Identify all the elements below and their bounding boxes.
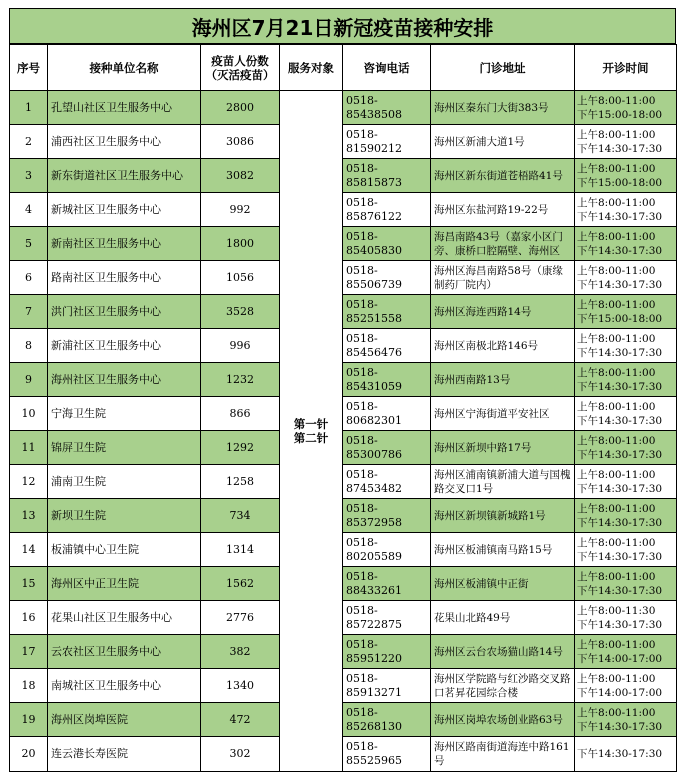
opening-hours xyxy=(575,125,677,159)
opening-hours xyxy=(575,635,677,669)
opening-hours xyxy=(575,363,677,397)
phone-number: 0518-85405830 xyxy=(343,227,431,261)
vaccine-count: 1562 xyxy=(201,567,280,601)
table-row xyxy=(10,193,677,227)
phone-number: 0518-81590212 xyxy=(343,125,431,159)
hours-morning: 上午8:00-11:00 xyxy=(577,672,656,685)
hours-afternoon: 下午14:30-17:30 xyxy=(577,550,663,563)
clinic-address: 海州区板浦镇南马路15号 xyxy=(431,533,575,567)
header-service: 服务对象 xyxy=(280,45,343,91)
clinic-address: 海州区宁海街道平安社区 xyxy=(431,397,575,431)
opening-hours xyxy=(575,703,677,737)
unit-name: 新城社区卫生服务中心 xyxy=(48,193,201,227)
row-number: 16 xyxy=(10,601,48,635)
header-count-line2: （灭活疫苗） xyxy=(205,67,275,82)
row-number: 14 xyxy=(10,533,48,567)
clinic-address: 海州区南极北路146号 xyxy=(431,329,575,363)
vaccine-count: 2800 xyxy=(201,91,280,125)
vaccine-count: 2776 xyxy=(201,601,280,635)
clinic-address: 海州区新浦大道1号 xyxy=(431,125,575,159)
hours-afternoon: 下午14:30-17:30 xyxy=(577,720,663,733)
phone-number: 0518-87453482 xyxy=(343,465,431,499)
unit-name: 洪门社区卫生服务中心 xyxy=(48,295,201,329)
hours-morning: 上午8:00-11:00 xyxy=(577,264,656,277)
table-row xyxy=(10,159,677,193)
hours-morning: 上午8:00-11:00 xyxy=(577,196,656,209)
hours-afternoon: 下午14:30-17:30 xyxy=(577,448,663,461)
clinic-address: 海州区秦东门大街383号 xyxy=(431,91,575,125)
phone-number: 0518-85876122 xyxy=(343,193,431,227)
hours-morning: 上午8:00-11:00 xyxy=(577,706,656,719)
clinic-address: 海州西南路13号 xyxy=(431,363,575,397)
vaccine-count: 1340 xyxy=(201,669,280,703)
opening-hours xyxy=(575,431,677,465)
phone-number: 0518-85268130 xyxy=(343,703,431,737)
vaccine-count: 996 xyxy=(201,329,280,363)
row-number: 7 xyxy=(10,295,48,329)
hours-afternoon: 下午14:30-17:30 xyxy=(577,482,663,495)
opening-hours xyxy=(575,329,677,363)
hours-morning: 上午8:00-11:00 xyxy=(577,366,656,379)
hours-afternoon: 下午14:30-17:30 xyxy=(577,380,663,393)
table-row xyxy=(10,227,677,261)
unit-name: 新坝卫生院 xyxy=(48,499,201,533)
clinic-address: 海昌南路43号（嘉家小区门旁、康桥口腔隔壁、海州区 xyxy=(431,227,575,261)
row-number: 2 xyxy=(10,125,48,159)
hours-afternoon: 下午15:00-18:00 xyxy=(577,108,663,121)
table-row xyxy=(10,431,677,465)
phone-number: 0518-85372958 xyxy=(343,499,431,533)
opening-hours xyxy=(575,499,677,533)
table-row xyxy=(10,737,677,772)
clinic-address: 海州区东盐河路19-22号 xyxy=(431,193,575,227)
opening-hours xyxy=(575,533,677,567)
hours-afternoon: 下午15:00-18:00 xyxy=(577,176,663,189)
hours-afternoon: 下午14:30-17:30 xyxy=(577,142,663,155)
row-number: 4 xyxy=(10,193,48,227)
unit-name: 云农社区卫生服务中心 xyxy=(48,635,201,669)
clinic-address: 海州区板浦镇中正街 xyxy=(431,567,575,601)
phone-number: 0518-85525965 xyxy=(343,737,431,772)
opening-hours xyxy=(575,669,677,703)
row-number: 19 xyxy=(10,703,48,737)
hours-afternoon: 下午14:30-17:30 xyxy=(577,618,663,631)
clinic-address: 海州区云台农场猫山路14号 xyxy=(431,635,575,669)
row-number: 17 xyxy=(10,635,48,669)
opening-hours xyxy=(575,193,677,227)
table-row xyxy=(10,465,677,499)
header-phone: 咨询电话 xyxy=(343,45,431,91)
unit-name: 浦南卫生院 xyxy=(48,465,201,499)
opening-hours xyxy=(575,227,677,261)
row-number: 9 xyxy=(10,363,48,397)
row-number: 8 xyxy=(10,329,48,363)
unit-name: 新东街道社区卫生服务中心 xyxy=(48,159,201,193)
unit-name: 浦西社区卫生服务中心 xyxy=(48,125,201,159)
hours-afternoon: 下午14:30-17:30 xyxy=(577,244,663,257)
vaccine-count: 3086 xyxy=(201,125,280,159)
row-number: 1 xyxy=(10,91,48,125)
unit-name: 路南社区卫生服务中心 xyxy=(48,261,201,295)
table-row xyxy=(10,499,677,533)
clinic-address: 海州区海昌南路58号（康缘制药厂院内） xyxy=(431,261,575,295)
hours-morning: 上午8:00-11:00 xyxy=(577,230,656,243)
phone-number: 0518-85722875 xyxy=(343,601,431,635)
table-row xyxy=(10,533,677,567)
opening-hours xyxy=(575,91,677,125)
table-row xyxy=(10,91,677,125)
hours-morning: 上午8:00-11:30 xyxy=(577,604,656,617)
header-no: 序号 xyxy=(10,45,48,91)
phone-number: 0518-88433261 xyxy=(343,567,431,601)
unit-name: 新南社区卫生服务中心 xyxy=(48,227,201,261)
unit-name: 板浦镇中心卫生院 xyxy=(48,533,201,567)
vaccine-count: 382 xyxy=(201,635,280,669)
vaccine-count: 1314 xyxy=(201,533,280,567)
header-unit: 接种单位名称 xyxy=(48,45,201,91)
phone-number: 0518-85251558 xyxy=(343,295,431,329)
unit-name: 海州区岗埠医院 xyxy=(48,703,201,737)
hours-afternoon: 下午14:30-17:30 xyxy=(577,516,663,529)
hours-morning: 上午8:00-11:00 xyxy=(577,502,656,515)
table-row xyxy=(10,601,677,635)
phone-number: 0518-85506739 xyxy=(343,261,431,295)
vaccine-count: 1258 xyxy=(201,465,280,499)
row-number: 20 xyxy=(10,737,48,772)
phone-number: 0518-85951220 xyxy=(343,635,431,669)
vaccine-count: 1056 xyxy=(201,261,280,295)
table-row xyxy=(10,635,677,669)
opening-hours xyxy=(575,159,677,193)
opening-hours xyxy=(575,737,677,772)
row-number: 6 xyxy=(10,261,48,295)
row-number: 18 xyxy=(10,669,48,703)
phone-number: 0518-85438508 xyxy=(343,91,431,125)
hours-morning: 上午8:00-11:00 xyxy=(577,638,656,651)
phone-number: 0518-80205589 xyxy=(343,533,431,567)
phone-number: 0518-85913271 xyxy=(343,669,431,703)
unit-name: 海州社区卫生服务中心 xyxy=(48,363,201,397)
clinic-address: 海州区岗埠农场创业路63号 xyxy=(431,703,575,737)
vaccine-count: 302 xyxy=(201,737,280,772)
phone-number: 0518-85300786 xyxy=(343,431,431,465)
unit-name: 宁海卫生院 xyxy=(48,397,201,431)
table-row xyxy=(10,363,677,397)
vaccine-count: 734 xyxy=(201,499,280,533)
clinic-address: 海州区路南街道海连中路161号 xyxy=(431,737,575,772)
hours-morning: 上午8:00-11:00 xyxy=(577,434,656,447)
hours-morning: 上午8:00-11:00 xyxy=(577,400,656,413)
unit-name: 锦屏卫生院 xyxy=(48,431,201,465)
row-number: 13 xyxy=(10,499,48,533)
clinic-address: 海州区新坝中路17号 xyxy=(431,431,575,465)
vaccine-count: 1800 xyxy=(201,227,280,261)
row-number: 5 xyxy=(10,227,48,261)
vaccine-count: 992 xyxy=(201,193,280,227)
vaccine-count: 472 xyxy=(201,703,280,737)
hours-afternoon: 下午14:30-17:30 xyxy=(577,748,663,760)
vaccine-count: 3528 xyxy=(201,295,280,329)
hours-afternoon: 下午14:00-17:00 xyxy=(577,686,663,699)
header-address: 门诊地址 xyxy=(431,45,575,91)
clinic-address: 海州区新坝镇新城路1号 xyxy=(431,499,575,533)
phone-number: 0518-85456476 xyxy=(343,329,431,363)
service-target-dose2: 第二针 xyxy=(293,431,329,445)
service-target-dose1: 第一针 xyxy=(293,417,329,431)
hours-afternoon: 下午14:30-17:30 xyxy=(577,278,663,291)
hours-afternoon: 下午14:30-17:30 xyxy=(577,584,663,597)
unit-name: 连云港长寿医院 xyxy=(48,737,201,772)
clinic-address: 海州区浦南镇新浦大道与国槐路交叉口1号 xyxy=(431,465,575,499)
vaccine-count: 866 xyxy=(201,397,280,431)
table-row xyxy=(10,567,677,601)
vaccine-count: 1232 xyxy=(201,363,280,397)
table-row xyxy=(10,125,677,159)
unit-name: 新浦社区卫生服务中心 xyxy=(48,329,201,363)
header-hours: 开诊时间 xyxy=(575,45,677,91)
hours-morning: 上午8:00-11:00 xyxy=(577,298,656,311)
hours-morning: 上午8:00-11:00 xyxy=(577,570,656,583)
table-row xyxy=(10,329,677,363)
clinic-address: 花果山北路49号 xyxy=(431,601,575,635)
header-count-line1: 疫苗人份数 xyxy=(211,53,269,68)
row-number: 11 xyxy=(10,431,48,465)
opening-hours xyxy=(575,601,677,635)
unit-name: 花果山社区卫生服务中心 xyxy=(48,601,201,635)
page-title: 海州区7月21日新冠疫苗接种安排 xyxy=(9,8,676,44)
hours-afternoon: 下午14:00-17:00 xyxy=(577,652,663,665)
opening-hours xyxy=(575,567,677,601)
table-row xyxy=(10,295,677,329)
vaccine-count: 1292 xyxy=(201,431,280,465)
hours-morning: 上午8:00-11:00 xyxy=(577,94,656,107)
phone-number: 0518-80682301 xyxy=(343,397,431,431)
table-row xyxy=(10,669,677,703)
table-row xyxy=(10,261,677,295)
header-row xyxy=(10,45,677,91)
hours-morning: 上午8:00-11:00 xyxy=(577,536,656,549)
hours-afternoon: 下午15:00-18:00 xyxy=(577,312,663,325)
unit-name: 孔望山社区卫生服务中心 xyxy=(48,91,201,125)
vaccine-count: 3082 xyxy=(201,159,280,193)
opening-hours xyxy=(575,295,677,329)
opening-hours xyxy=(575,465,677,499)
hours-morning: 上午8:00-11:00 xyxy=(577,332,656,345)
service-target-cell xyxy=(280,91,343,772)
header-count xyxy=(201,45,280,91)
clinic-address: 海州区学院路与红沙路交叉路口茗昇花园综合楼 xyxy=(431,669,575,703)
schedule-table xyxy=(9,44,677,772)
hours-morning: 上午8:00-11:00 xyxy=(577,468,656,481)
unit-name: 海州区中正卫生院 xyxy=(48,567,201,601)
clinic-address: 海州区新东街道苍梧路41号 xyxy=(431,159,575,193)
phone-number: 0518-85815873 xyxy=(343,159,431,193)
hours-morning: 上午8:00-11:00 xyxy=(577,128,656,141)
row-number: 10 xyxy=(10,397,48,431)
row-number: 15 xyxy=(10,567,48,601)
opening-hours xyxy=(575,261,677,295)
hours-afternoon: 下午14:30-17:30 xyxy=(577,414,663,427)
opening-hours xyxy=(575,397,677,431)
table-row xyxy=(10,703,677,737)
hours-afternoon: 下午14:30-17:30 xyxy=(577,346,663,359)
clinic-address: 海州区海连西路14号 xyxy=(431,295,575,329)
table-row xyxy=(10,397,677,431)
unit-name: 南城社区卫生服务中心 xyxy=(48,669,201,703)
hours-afternoon: 下午14:30-17:30 xyxy=(577,210,663,223)
hours-morning: 上午8:00-11:00 xyxy=(577,162,656,175)
row-number: 12 xyxy=(10,465,48,499)
phone-number: 0518-85431059 xyxy=(343,363,431,397)
row-number: 3 xyxy=(10,159,48,193)
